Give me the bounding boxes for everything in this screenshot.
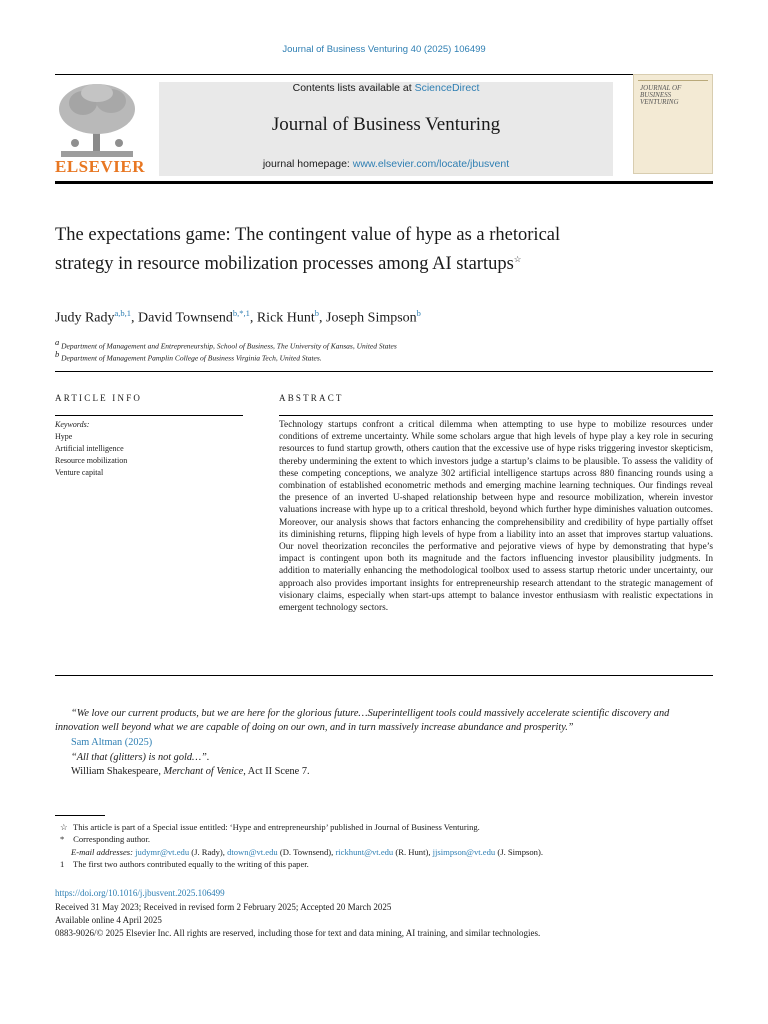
homepage-line [159, 158, 613, 170]
source-work: Merchant of Venice [163, 766, 244, 777]
cover-title: JOURNAL OF BUSINESS VENTURING [640, 84, 682, 106]
email-owner: (J. Simpson). [495, 847, 543, 857]
keywords-label: Keywords: [55, 420, 90, 429]
author-name: Joseph Simpson [326, 310, 417, 326]
footnote-mark: * [60, 834, 65, 844]
sciencedirect-link[interactable]: ScienceDirect [414, 82, 480, 94]
abstract-rule [279, 415, 713, 416]
abstract-text: Technology startups confront a critical dilemma when attempting to use hype to mobilize resources under conditions of extreme uncertainty. While some scholars argue that high levels of hype play a key role in securing resources to fund startup growth, others caution that the excessive use of hype risks triggering investor skepticism, thereby undermining the extent to which investors judge a startup’s claims to be plausible. To assess the validity of these competing conceptions, we analyze 302 artificial intelligence startups across 880 financing rounds using a combination of established econometric methods and emerging machine learning techniques. Our findings reveal the presence of an inverted U-shaped relationship between hype and resource mobilization, wherein investor valuations increase with hype up to a critical threshold, beyond which further hype diminishes valuation outcomes. Moreover, our analysis shows that factors enhancing the comprehensibility and credibility of hype partially offset its diminishing returns, flipping high levels of hype from a liability into an asset that improves startup valuations. Our novel theorization reconciles the performative and pejorative views of hype by demonstrating that hype’s impact is contingent upon both its magnitude and the factors influencing investor plausibility judgments. In addition to materially enhancing the methodological toolbox used to assess startup rhetoric under uncertainty, our approach also provides important insights for entrepreneurship research attendant to the strategic management of visionary claims, especially when start-ups attempt to balance investor enthusiasm with realistic expectations in emergent technology sectors. [279, 420, 713, 614]
epigraph-quote: “All that (glitters) is not gold…”. [71, 752, 210, 763]
section-rule [55, 371, 713, 372]
author-name: David Townsend [138, 310, 233, 326]
doi-link[interactable]: https://doi.org/10.1016/j.jbusvent.2025.106499 [55, 888, 225, 898]
journal-title: Journal of Business Venturing [271, 114, 501, 135]
email-owner: (J. Rady), [189, 847, 228, 857]
keyword: Artificial intelligence [55, 444, 124, 453]
email-link[interactable]: judymr@vt.edu [135, 847, 190, 857]
elsevier-logo [55, 81, 145, 177]
footnote-text: Corresponding author. [73, 834, 151, 844]
publisher-name: ELSEVIER [55, 157, 145, 176]
email-link[interactable]: jjsimpson@vt.edu [432, 847, 496, 857]
homepage-link[interactable]: www.elsevier.com/locate/jbusvent [352, 158, 510, 170]
author-name: Rick Hunt [256, 310, 315, 326]
email-link[interactable]: dtown@vt.edu [227, 847, 278, 857]
top-rule [55, 74, 713, 75]
affiliation-text: Department of Management Pamplin College of Business Virginia Tech, United States. [61, 353, 322, 363]
footnote-text: The first two authors contributed equally to the writing of this paper. [73, 859, 309, 869]
email-link[interactable]: rickhunt@vt.edu [335, 847, 394, 857]
source-location: , Act II Scene 7. [243, 766, 310, 777]
footnote-rule [55, 815, 105, 816]
footnote-emails [71, 846, 543, 858]
abstract-end-rule [55, 675, 713, 676]
author-sup[interactable]: b,*,1 [232, 308, 250, 318]
footnote-corresponding [60, 833, 150, 845]
footnote-mark: ☆ [60, 822, 68, 832]
author-sup[interactable]: b [314, 308, 320, 318]
affiliation-mark: b [55, 349, 60, 359]
affiliation-text: Department of Management and Entrepreneurship, School of Business, The University of Kansas, United States [61, 341, 397, 351]
masthead-rule [55, 181, 713, 184]
article-title [55, 224, 615, 276]
keywords-block [55, 419, 243, 479]
affiliation-mark: a [55, 337, 60, 347]
journal-masthead [159, 82, 613, 176]
footnote-equal-contribution [60, 858, 309, 870]
author-sup[interactable]: a,b,1 [114, 308, 132, 318]
emails-label: E-mail addresses: [71, 847, 133, 857]
keyword: Hype [55, 432, 73, 441]
article-title-text: The expectations game: The contingent value of hype as a rhetorical strategy in resource mobilization processes among AI startups [55, 225, 561, 274]
epigraph-source-link[interactable]: Sam Altman (2025) [71, 737, 153, 748]
copyright-line: 0883-9026/© 2025 Elsevier Inc. All rights are reserved, including those for text and data mining, AI training, and similar technologies. [55, 928, 541, 938]
author-list: Judy Rady$^{a,b,1}$, David Townsend$^{b,*,1}$, Rick Hunt$^b$, Joseph Simpson$^b$ [55, 308, 421, 326]
author-name: Judy Rady [55, 310, 115, 326]
running-head[interactable]: Journal of Business Venturing 40 (2025) 106499 [282, 44, 486, 55]
available-online: Available online 4 April 2025 [55, 915, 162, 925]
affiliation-b [55, 349, 322, 363]
email-owner: (D. Townsend), [277, 847, 336, 857]
footnote-text: This article is part of a Special issue entitled: ‘Hype and entrepreneurship’ published in Journal of Business Venturing. [73, 822, 480, 832]
cover-rule [638, 80, 708, 81]
article-info-heading: ARTICLE INFO [55, 393, 143, 403]
author-sup[interactable]: b [416, 308, 421, 318]
homepage-prefix: journal homepage: [262, 158, 353, 170]
email-owner: (R. Hunt), [393, 847, 433, 857]
keyword: Resource mobilization [55, 456, 128, 465]
source-author: William Shakespeare, [71, 766, 164, 777]
elsevier-tree-icon [55, 81, 139, 159]
article-info-rule [55, 415, 243, 416]
received-dates: Received 31 May 2023; Received in revised form 2 February 2025; Accepted 20 March 2025 [55, 902, 392, 912]
title-footnote-mark[interactable]: ☆ [513, 253, 522, 264]
footnote-mark: 1 [60, 859, 65, 869]
epigraph-quote: “We love our current products, but we are here for the glorious future…Superintelligent tools could massively accelerate scientific discovery and innovation well beyond what we are capable of doing on our own, and in turn massively increase abundance and prosperity.” [55, 708, 670, 733]
abstract-heading: ABSTRACT [279, 393, 344, 403]
keyword: Venture capital [55, 468, 104, 477]
footnote-special-issue [60, 821, 480, 833]
journal-cover-thumbnail[interactable] [633, 74, 713, 174]
contents-line [159, 82, 613, 94]
epigraph-source [71, 766, 310, 777]
contents-prefix: Contents lists available at [292, 82, 415, 94]
